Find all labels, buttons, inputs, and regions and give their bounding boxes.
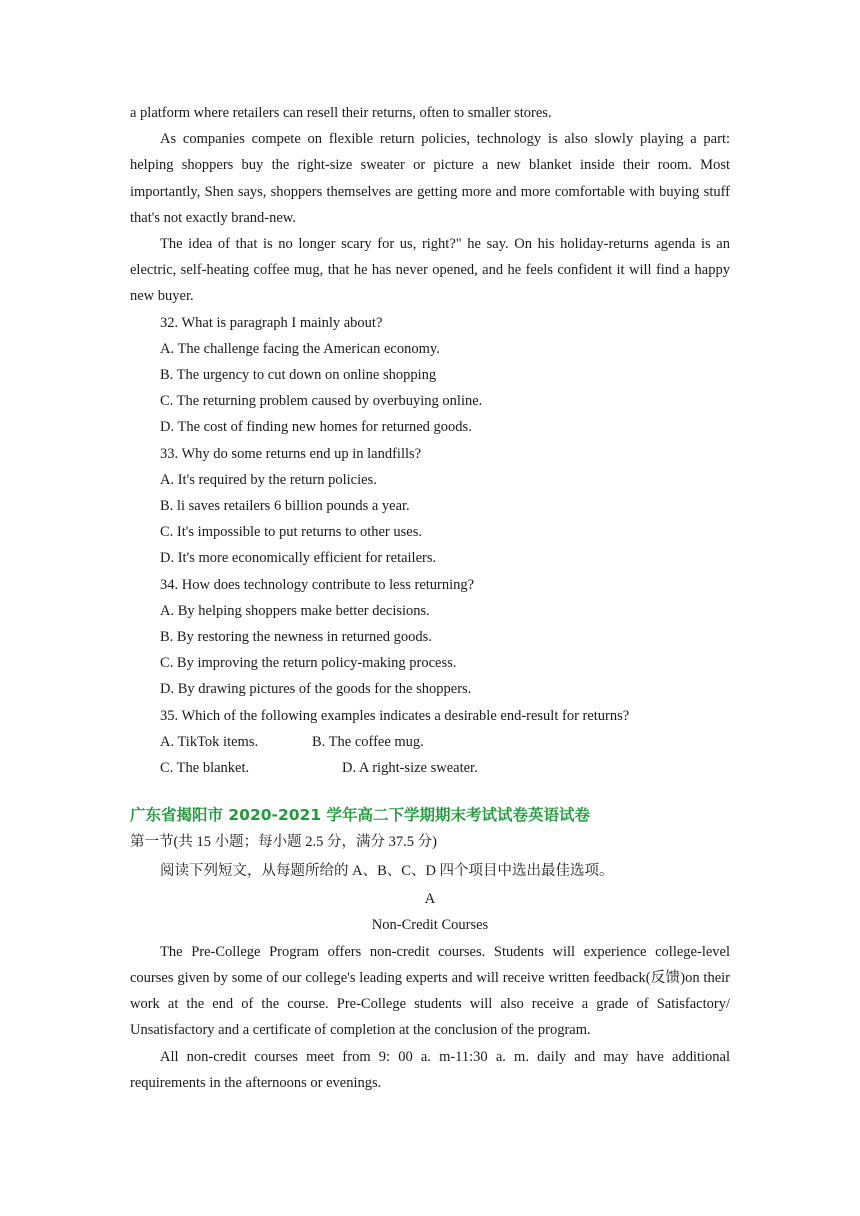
passage-paragraph: All non-credit courses meet from 9: 00 a. m-11:30 a. m. daily and may have additional requirements in the afternoons or evenings. <box>130 1048 730 1091</box>
section-heading: 广东省揭阳市 2020-2021 学年高二下学期期末考试试卷英语试卷 <box>130 806 591 825</box>
part-instruction: 第一节(共 15 小题；每小题 2.5 分，满分 37.5 分) <box>130 834 437 851</box>
option: B. li saves retailers 6 billion pounds a year. <box>160 498 410 515</box>
option: A. By helping shoppers make better decisions. <box>160 602 430 619</box>
option: A. It's required by the return policies. <box>160 471 377 488</box>
option: A. TikTok items. <box>160 733 259 750</box>
question-35: 35. Which of the following examples indicates a desirable end-result for returns? <box>160 707 630 724</box>
option: D. By drawing pictures of the goods for the shoppers. <box>160 681 472 698</box>
passage-paragraph: As companies compete on flexible return policies, technology is also slowly playing a part: helping shoppers buy the right-size sweater or picture a new blanket inside their room. Most importantly, Shen says, shoppers themselves are getting more and more comfortable with buying stuff that's not exactly brand-new. <box>130 131 730 226</box>
option-row <box>130 755 730 781</box>
passage-paragraph: The idea of that is no longer scary for us, right?" he say. On his holiday-returns agenda is an electric, self-heating coffee mug, that he has never opened, and he feels confident it will find a happy new buyer. <box>130 236 730 305</box>
option: C. The returning problem caused by overbuying online. <box>160 393 483 410</box>
option: C. It's impossible to put returns to other uses. <box>160 524 422 541</box>
option: C. By improving the return policy-making process. <box>160 655 457 672</box>
passage-paragraph: a platform where retailers can resell their returns, often to smaller stores. <box>130 105 552 121</box>
option: C. The blanket. <box>160 760 250 777</box>
passage-paragraph: The Pre-College Program offers non-credit courses. Students will experience college-level courses given by some of our college's leading experts and will receive written feedback(反馈)on their work at the end of the course. Pre-College students will also receive a grade of Satisfactory/ Unsatisfactory and a certificate of completion at the conclusion of the program. <box>130 943 730 1039</box>
option-row <box>130 729 730 755</box>
option: B. The urgency to cut down on online shopping <box>160 367 437 384</box>
question-34: 34. How does technology contribute to less returning? <box>160 576 475 593</box>
option: B. By restoring the newness in returned goods. <box>160 629 432 646</box>
option: B. The coffee mug. <box>312 733 424 750</box>
option: D. It's more economically efficient for retailers. <box>160 550 437 567</box>
reading-instruction: 阅读下列短文，从每题所给的 A、B、C、D 四个项目中选出最佳选项。 <box>160 863 614 880</box>
passage-letter: A <box>424 891 436 908</box>
question-32: 32. What is paragraph I mainly about? <box>160 314 383 331</box>
passage-title: Non-Credit Courses <box>371 917 489 934</box>
question-33: 33. Why do some returns end up in landfills? <box>160 445 422 462</box>
document-page <box>130 100 730 1096</box>
option: A. The challenge facing the American economy. <box>160 340 440 357</box>
option: D. The cost of finding new homes for returned goods. <box>160 419 472 436</box>
option: D. A right-size sweater. <box>342 760 478 777</box>
